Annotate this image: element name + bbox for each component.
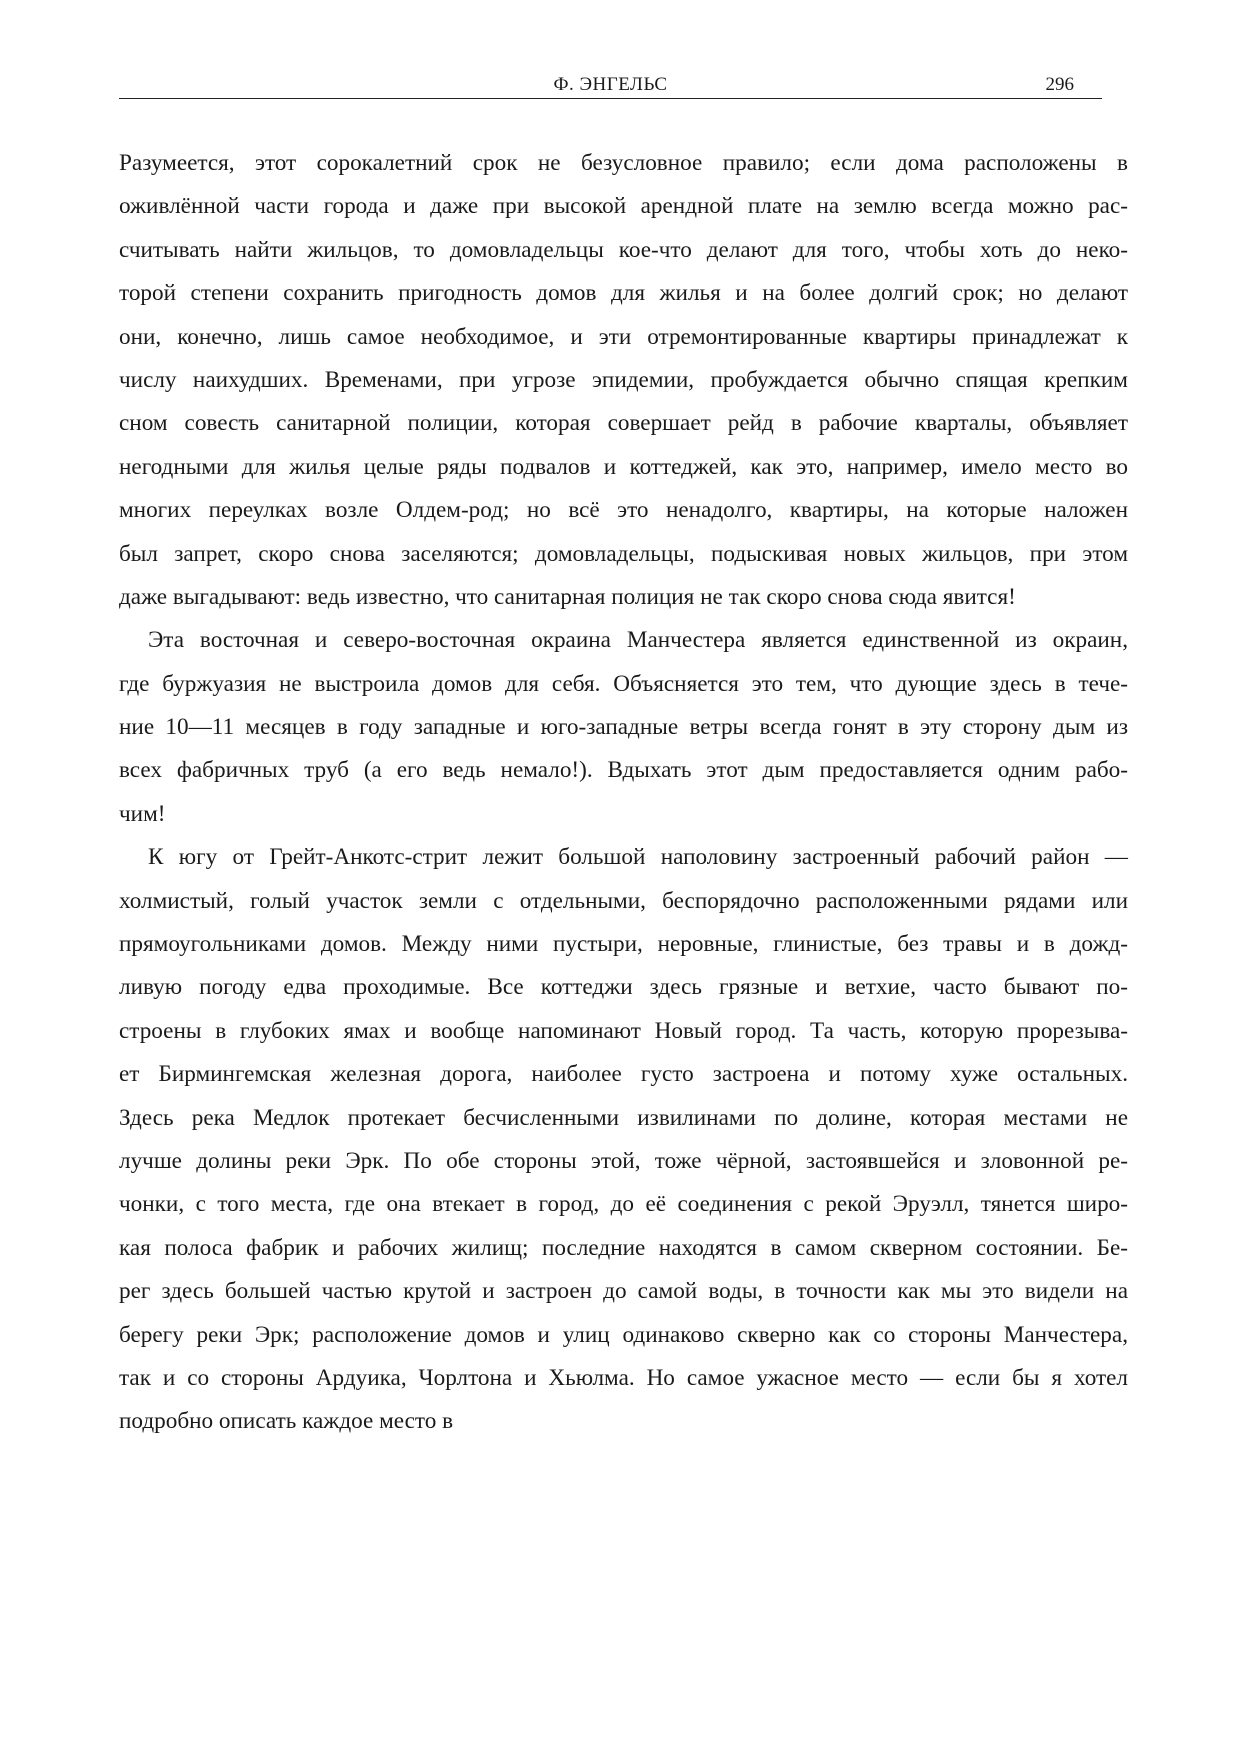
text-line: Эта восточная и северо-восточная окраина Манчестера является единственной из окраин,: [148, 627, 1128, 654]
text-line: оживлённой части города и даже при высокой арендной плате на землю всегда можно рас-: [119, 193, 1128, 220]
text-line: Здесь река Медлок протекает бесчисленными извилинами по долине, которая местами не: [119, 1104, 1128, 1131]
text-line: ние 10—11 месяцев в году западные и юго-западные ветры всегда гонят в эту сторону дым из: [119, 714, 1128, 741]
text-line: торой степени сохранить пригодность домов для жилья и на более долгий срок; но делают: [119, 280, 1128, 307]
text-line: холмистый, голый участок земли с отдельными, беспорядочно расположенными рядами или: [119, 887, 1128, 914]
text-line: ет Бирмингемская железная дорога, наиболее густо застроена и потому хуже остальных.: [119, 1061, 1128, 1088]
body-text: [119, 142, 1128, 1444]
text-line: даже выгадывают: ведь известно, что санитарная полиция не так скоро снова сюда явится!: [119, 583, 1016, 610]
text-line: многих переулках возле Олдем-род; но всё это ненадолго, квартиры, на которые наложен: [119, 497, 1128, 524]
text-line: так и со стороны Ардуика, Чорлтона и Хьюлма. Но самое ужасное место — если бы я хотел: [119, 1364, 1128, 1391]
paragraph: [119, 619, 1128, 836]
text-line: кая полоса фабрик и рабочих жилищ; последние находятся в самом скверном состоянии. Бе-: [119, 1234, 1128, 1261]
text-line: лучше долины реки Эрк. По обе стороны этой, тоже чёрной, застоявшейся и зловонной ре-: [119, 1147, 1128, 1174]
text-line: чим!: [119, 800, 166, 827]
text-line: негодными для жилья целые ряды подвалов и коттеджей, как это, например, имело место во: [119, 453, 1128, 480]
paragraph: [119, 142, 1128, 619]
text-line: берегу реки Эрк; расположение домов и улиц одинаково скверно как со стороны Манчестера,: [119, 1321, 1128, 1348]
paragraph: [119, 836, 1128, 1443]
text-line: рег здесь большей частью крутой и застроен до самой воды, в точности как мы это видели на: [119, 1278, 1128, 1305]
text-line: строены в глубоких ямах и вообще напоминают Новый город. Та часть, которую прорезыва-: [119, 1017, 1128, 1044]
text-line: был запрет, скоро снова заселяются; домовладельцы, подыскивая новых жильцов, при этом: [119, 540, 1128, 567]
text-line: подробно описать каждое место в: [119, 1408, 454, 1435]
text-line: где буржуазия не выстроила домов для себя. Объясняется это тем, что дующие здесь в тече-: [119, 670, 1128, 697]
text-line: сном совесть санитарной полиции, которая совершает рейд в рабочие кварталы, объявляет: [119, 410, 1128, 437]
text-line: ливую погоду едва проходимые. Все коттеджи здесь грязные и ветхие, часто бывают по-: [119, 974, 1128, 1001]
text-line: Разумеется, этот сорокалетний срок не безусловное правило; если дома расположены в: [119, 150, 1128, 176]
text-line: всех фабричных труб (а его ведь немало!). Вдыхать этот дым предоставляется одним рабо-: [119, 757, 1128, 784]
text-line: числу наихудших. Временами, при угрозе эпидемии, пробуждается обычно спящая крепким: [119, 366, 1128, 393]
page-number: 296: [1045, 74, 1074, 95]
running-head-author: Ф. ЭНГЕЛЬС: [553, 74, 668, 95]
text-line: прямоугольниками домов. Между ними пустыри, неровные, глинистые, без травы и в дожд-: [119, 931, 1128, 958]
text-line: чонки, с того места, где она втекает в город, до её соединения с рекой Эруэлл, тянется широ-: [119, 1191, 1128, 1218]
text-line: считывать найти жильцов, то домовладельцы кое-что делают для того, чтобы хоть до неко-: [119, 236, 1128, 263]
text-line: они, конечно, лишь самое необходимое, и эти отремонтированные квартиры принадлежат к: [119, 323, 1128, 350]
text-line: К югу от Грейт-Анкотс-стрит лежит большой наполовину застроенный рабочий район —: [148, 844, 1128, 871]
running-head: [119, 72, 1102, 99]
